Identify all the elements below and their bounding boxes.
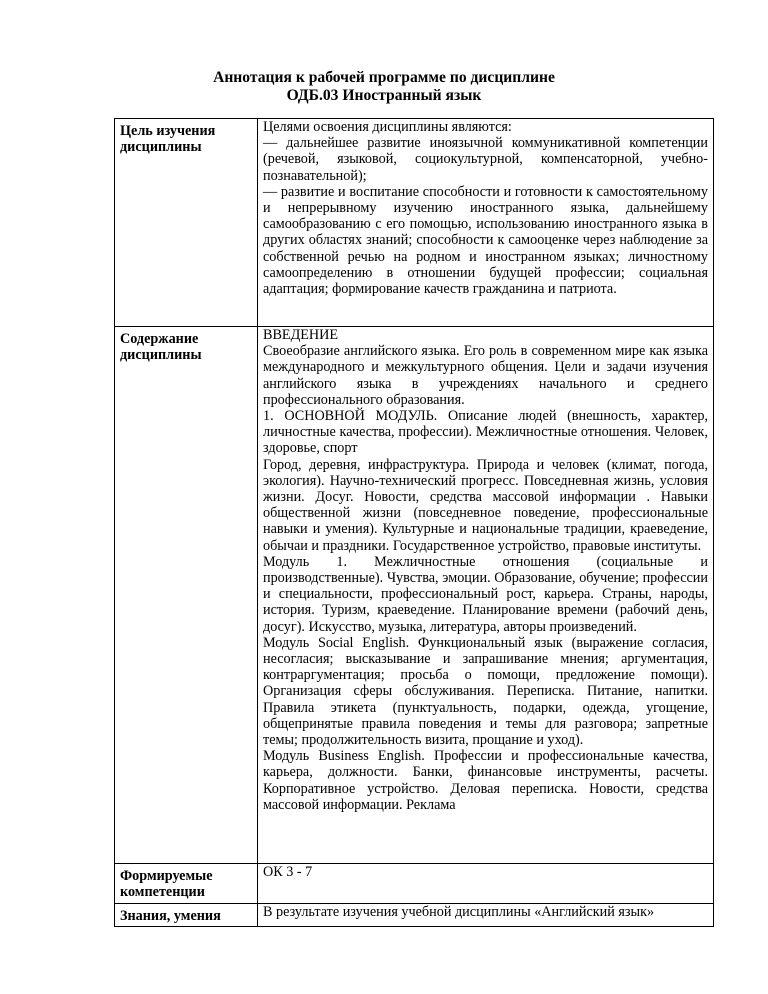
table-row-content [115, 327, 714, 864]
table-row-goal [115, 119, 714, 327]
goal-label: Цель изучения дисциплины [115, 119, 258, 327]
goal-paragraph: — развитие и воспитание способности и готовности к самостоятельному и непрерывному изучению иностранного языка, дальнейшему самообразованию с его помощью, использованию иностранного языка в других областях знаний; способности к самооценке через наблюдение за собственной речью на родном и иностранном языках; личностному самоопределению в отношении будущей профессии; социальная адаптация; формирование качеств гражданина и патриота. [263, 183, 708, 298]
content-paragraph: Модуль Social English. Функциональный язык (выражение согласия, несогласия; высказывание и запрашивание мнения; аргументация, контраргументация; просьба о помощи, предложение помощи). Организация сферы обслуживания. Переписка. Питание, напитки. Правила этикета (пунктуальность, подарки, одежда, угощение, общепринятые правила поведения и темы для разговора; запретные темы; продолжительность визита, прощание и уход). [263, 634, 708, 749]
content-paragraph: Своеобразие английского языка. Его роль в современном мире как языка международного и межкультурного общения. Цели и задачи изучения английского языка в учреждениях начального и среднего профессионального образования. [263, 343, 708, 408]
knowledge-label: Знания, умения [115, 904, 258, 927]
document-title [0, 69, 768, 105]
content-label: Содержание дисциплины [115, 327, 258, 864]
content-paragraph: Город, деревня, инфраструктура. Природа и человек (климат, погода, экология). Научно-технический прогресс. Повседневная жизнь, условия жизни. Досуг. Новости, средства массовой информации . Навыки общественной жизни (повседневное поведение, профессиональные навыки и умения). Культурные и национальные традиции, краеведение, обычаи и праздники. Государственное устройство, правовые институты. [263, 456, 708, 554]
content-paragraph: Модуль 1. Межличностные отношения (социальные и производственные). Чувства, эмоции. Образование, обучение; профессии и специальности, профессиональный рост, карьера. Страны, народы, история. Туризм, краеведение. Планирование времени (рабочий день, досуг). Искусство, музыка, литература, авторы произведений. [263, 553, 708, 635]
content-paragraph: Модуль Business English. Профессии и профессиональные качества, карьера, должности. Банки, финансовые инструменты, расчеты. Корпоративное устройство. Деловая переписка. Новости, средства массовой информации. Реклама [263, 748, 708, 813]
content-body [258, 327, 714, 864]
competencies-label: Формируемые компетенции [115, 864, 258, 904]
content-paragraph: 1. ОСНОВНОЙ МОДУЛЬ. Описание людей (внешность, характер, личностные качества, профессии). Межличностные отношения. Человек, здоровье, спорт [263, 408, 708, 457]
table-row-competencies [115, 864, 714, 904]
table-row-knowledge [115, 904, 714, 927]
title-line-2: ОДБ.03 Иностранный язык [286, 87, 482, 104]
content-paragraph: ВВЕДЕНИЕ [263, 327, 339, 343]
title-line-1: Аннотация к рабочей программе по дисциплине [213, 69, 555, 86]
annotation-table [114, 118, 714, 927]
goal-paragraph: — дальнейшее развитие иноязычной коммуникативной компетенции (речевой, языковой, социокультурной, компенсаторной, учебно-познавательной); [263, 135, 708, 184]
goal-content [258, 119, 714, 327]
competencies-value: ОК 3 - 7 [258, 864, 714, 904]
knowledge-value: В результате изучения учебной дисциплины «Английский язык» [258, 904, 714, 927]
goal-paragraph: Целями освоения дисциплины являются: [263, 119, 512, 135]
